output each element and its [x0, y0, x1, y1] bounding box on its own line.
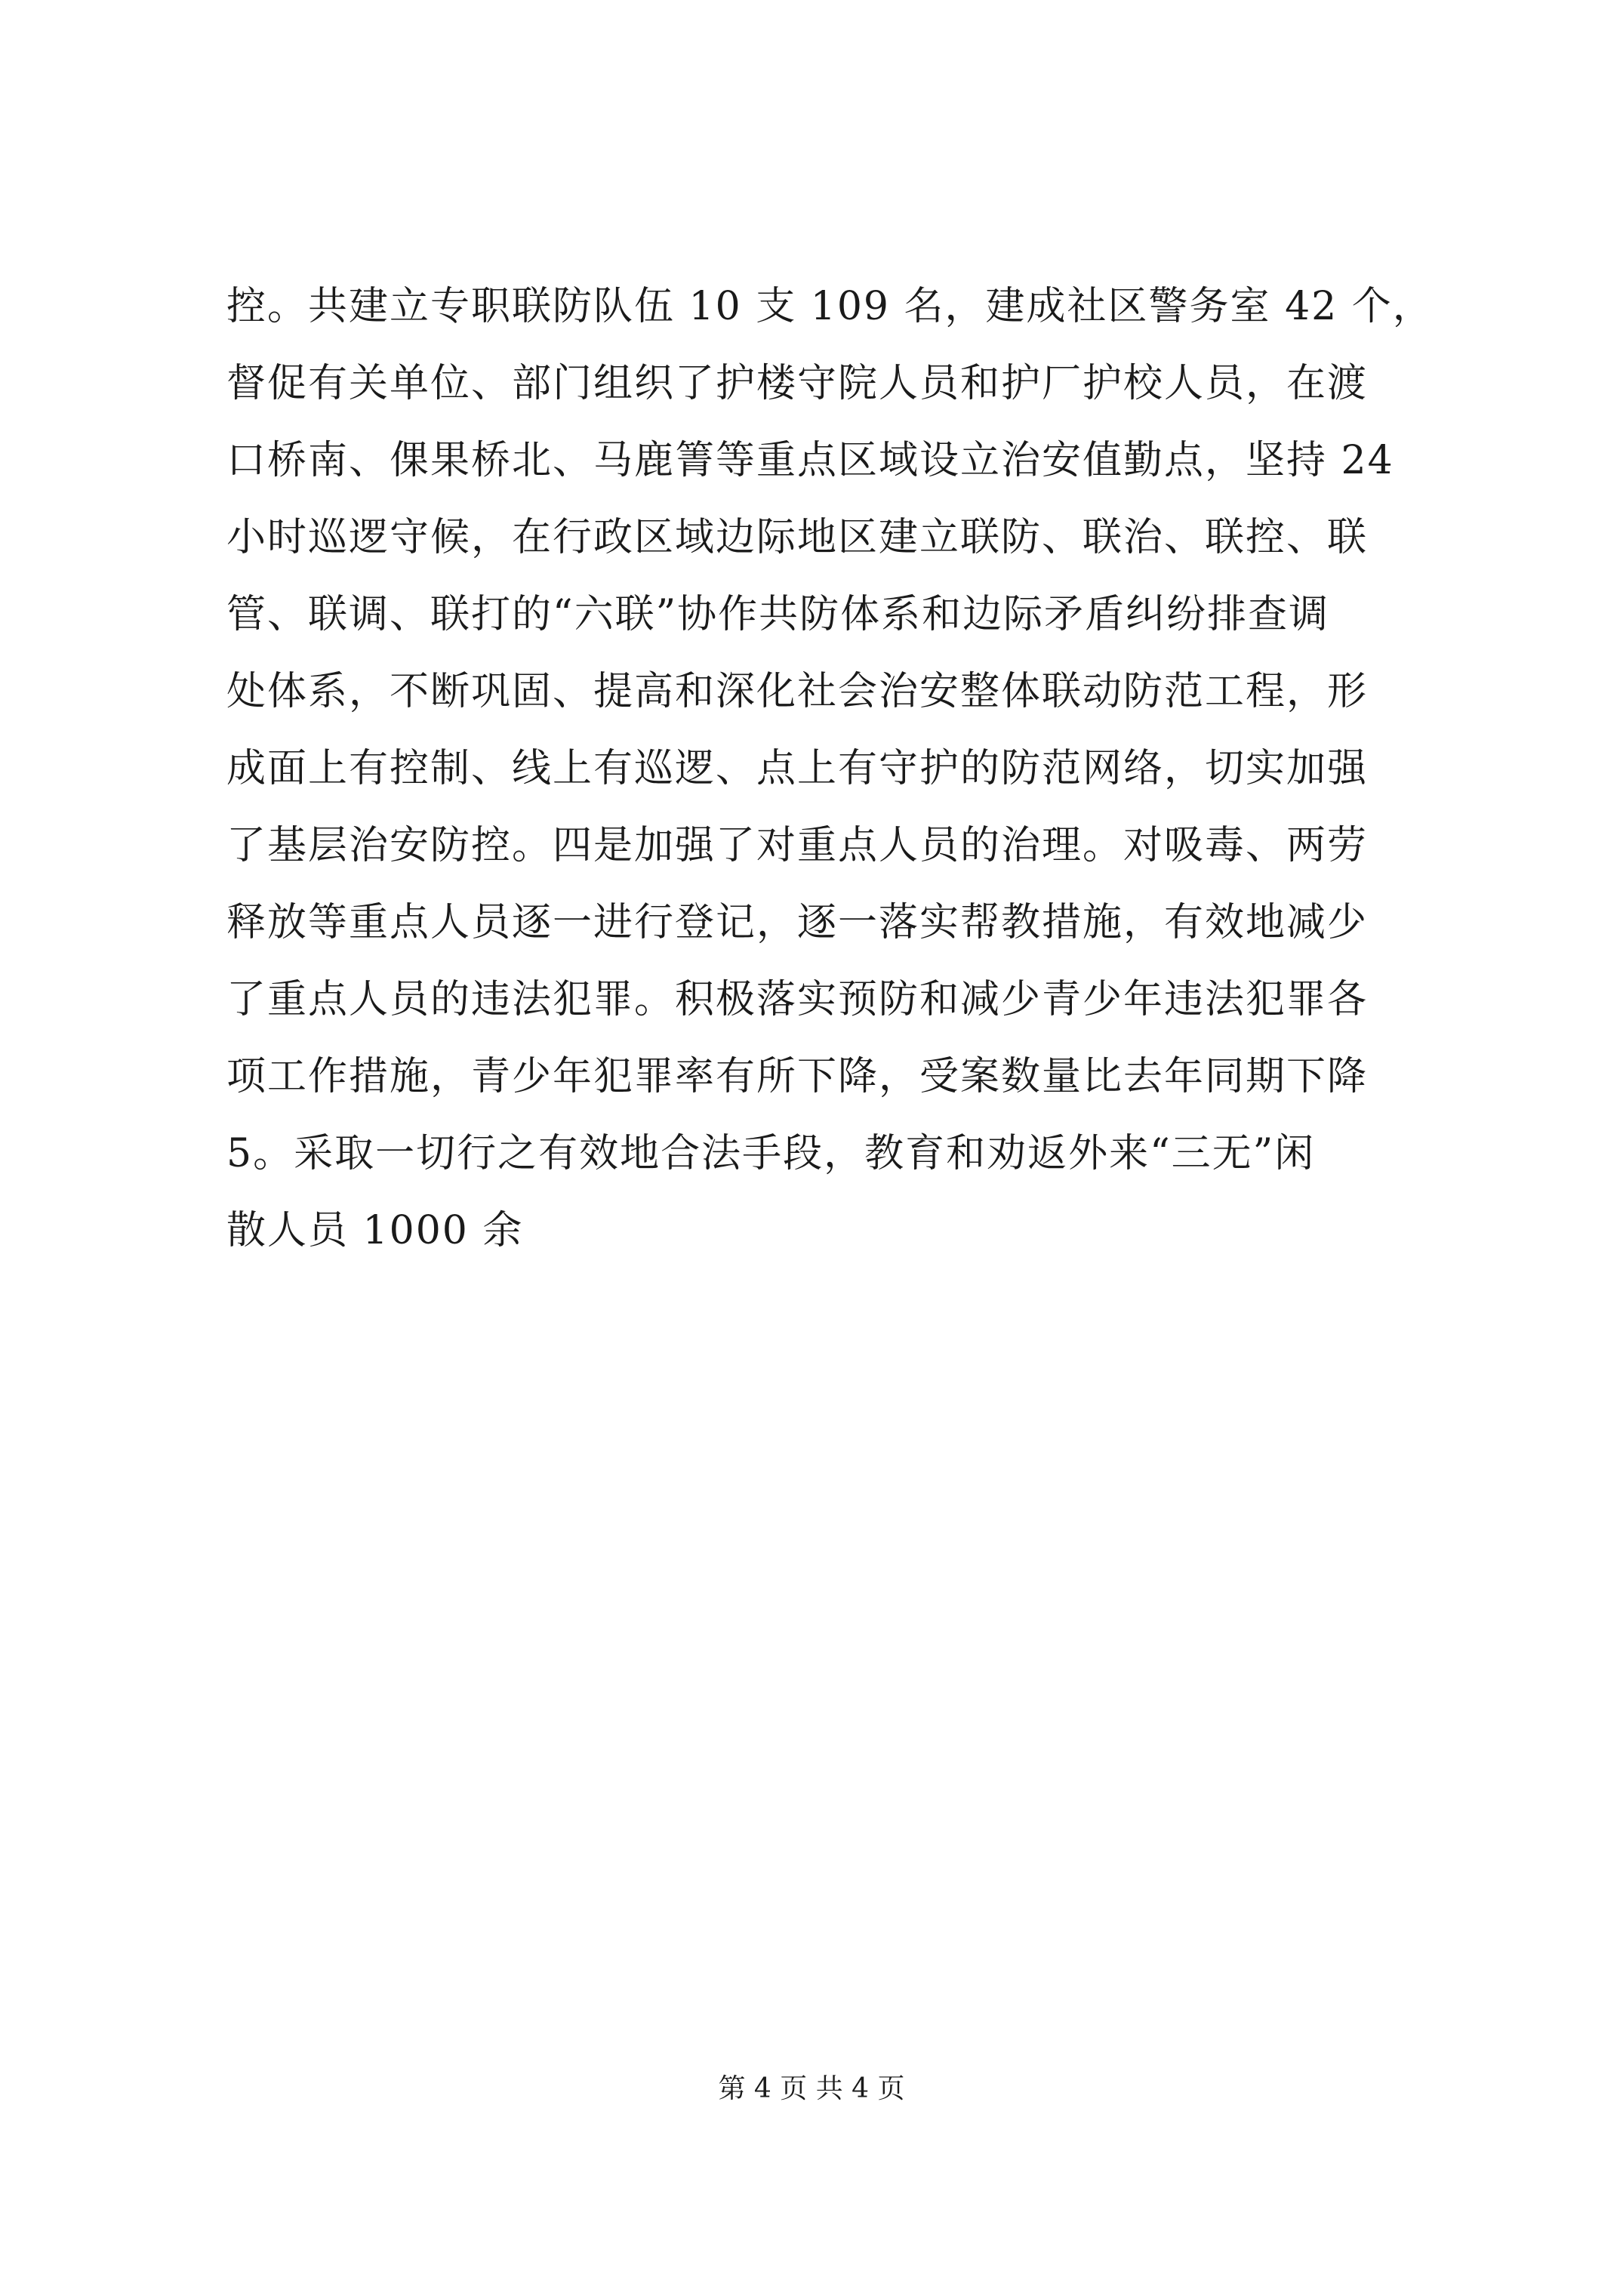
text-line: 释放等重点人员逐一进行登记，逐一落实帮教措施，有效地减少: [226, 900, 1369, 945]
text-line: 项工作措施，青少年犯罪率有所下降，受案数量比去年同期下降: [226, 1054, 1369, 1099]
text-line: 5。采取一切行之有效地合法手段，教育和劝返外来“三无”闲: [226, 1131, 1316, 1176]
text-line: 督促有关单位、部门组织了护楼守院人员和护厂护校人员，在渡: [226, 361, 1369, 406]
text-line: 口桥南、倮果桥北、马鹿箐等重点区域设立治安值勤点，坚持 24: [226, 438, 1394, 483]
text-line: 控。共建立专职联防队伍 10 支 109 名，建成社区警务室 42 个，: [226, 284, 1434, 329]
text-line: 了基层治安防控。四是加强了对重点人员的治理。对吸毒、两劳: [226, 823, 1369, 868]
text-line: 小时巡逻守候，在行政区域边际地区建立联防、联治、联控、联: [226, 515, 1369, 560]
text-line: 散人员 1000 余: [226, 1208, 524, 1253]
page-footer: [0, 2070, 1623, 2108]
text-line: 成面上有控制、线上有巡逻、点上有守护的防范网络，切实加强: [226, 746, 1369, 791]
page-number: 第 4 页 共 4 页: [718, 2073, 905, 2104]
text-line: 了重点人员的违法犯罪。积极落实预防和减少青少年违法犯罪各: [226, 977, 1369, 1022]
text-line: 处体系，不断巩固、提高和深化社会治安整体联动防范工程，形: [226, 669, 1369, 714]
body-text: [226, 268, 1434, 1269]
text-line: 管、联调、联打的“六联”协作共防体系和边际矛盾纠纷排查调: [226, 592, 1330, 637]
